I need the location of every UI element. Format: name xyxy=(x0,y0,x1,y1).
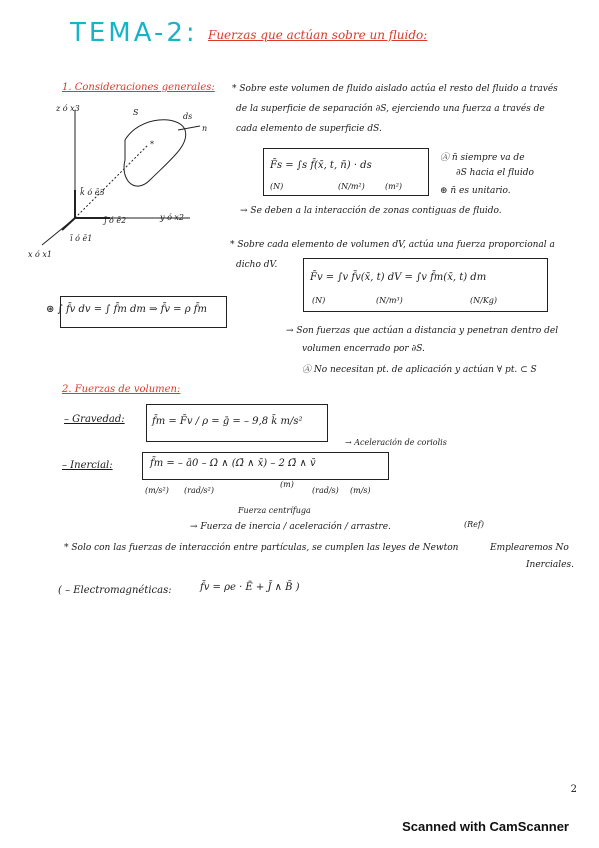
y-axis-label: y ó x2 xyxy=(160,213,185,222)
position-vector xyxy=(75,145,148,218)
unit-fs-n: (N) xyxy=(270,182,284,191)
ds-label: ds xyxy=(183,112,193,121)
gravity-formula: f̄m = F̄v / ρ = ḡ = – 9,8 k̄ m/s² xyxy=(152,416,303,427)
inertial-unit-vel: (m/s) xyxy=(350,486,371,495)
distance-note-line2: volumen encerrado por ∂S. xyxy=(302,344,425,354)
electromagnetic-label: ( – Electromagnéticas: xyxy=(58,585,172,596)
note1-line3: cada elemento de superficie dS. xyxy=(236,124,382,134)
formula-fs: F̄s = ∫s f̄(x̄, t, n̄) · ds xyxy=(270,160,372,171)
i-unit-vector xyxy=(62,218,75,230)
section-1-heading: 1. Consideraciones generales: xyxy=(62,82,215,93)
newton-tail-1: Emplearemos No xyxy=(490,543,569,553)
i-vector-label: ī ó ē1 xyxy=(70,234,93,243)
normal-vector xyxy=(178,126,200,130)
note1-line1: * Sobre este volumen de fluido aislado actúa el resto del fluido a través xyxy=(232,84,558,94)
centrifugal-note: Fuerza centrífuga xyxy=(238,506,311,515)
formula-fv-box xyxy=(303,258,548,312)
unit-fv-mass: (N/Kg) xyxy=(470,296,498,305)
note2-line2: dicho dV. xyxy=(236,260,278,270)
section-2-heading: 2. Fuerzas de volumen: xyxy=(62,384,181,395)
contact-note: → Se deben a la interacción de zonas contiguas de fluido. xyxy=(240,206,502,216)
unit-fs-pressure: (N/m²) xyxy=(338,182,365,191)
newton-tail-2: Inerciales. xyxy=(526,560,574,570)
page-subtitle: Fuerzas que actúan sobre un fluido: xyxy=(208,28,428,42)
page-number: 2 xyxy=(570,784,577,795)
inertial-formula: f̄m = – ā0 – Ω̇ ∧ (Ω̄ ∧ x̄) – 2 Ω̄ ∧ v̄ xyxy=(150,458,316,469)
normal-n-label: n xyxy=(202,124,208,133)
inertial-unit-angular-accel: (rad/s²) xyxy=(184,486,214,495)
coordinate-diagram xyxy=(30,100,210,260)
coriolis-note: → Aceleración de coriolis xyxy=(345,438,447,447)
star-label: * xyxy=(150,140,154,149)
unit-fv-volume: (N/m³) xyxy=(376,296,403,305)
side-note-b: ⊛ n̄ es unitario. xyxy=(440,186,511,196)
gravity-label: – Gravedad: xyxy=(64,414,125,425)
inertial-label: – Inercial: xyxy=(62,460,113,471)
unit-fs-area: (m²) xyxy=(385,182,403,191)
inertial-unit-accel: (m/s²) xyxy=(145,486,169,495)
inertia-note: → Fuerza de inercia / aceleración / arrastre. xyxy=(190,522,391,532)
formula-star: ⊛ ∫ f̄v dv = ∫ f̄m dm ⇒ f̄v = ρ f̄m xyxy=(46,304,207,315)
j-vector-label: j̄ ó ē2 xyxy=(104,216,127,225)
surface-s-label: S xyxy=(133,108,139,117)
side-note-a-line1: Ⓐ n̄ siempre va de xyxy=(440,153,525,163)
newton-line: * Solo con las fuerzas de interacción entre partículas, se cumplen las leyes de Newton xyxy=(64,543,459,553)
z-axis-label: z ó x3 xyxy=(56,104,80,113)
side-note-a-line2: ∂S hacia el fluido xyxy=(456,168,534,178)
newton-annotation: (Ref) xyxy=(464,520,484,529)
x-axis-label: x ó x1 xyxy=(28,250,53,259)
distance-note-line1: → Son fuerzas que actúan a distancia y penetran dentro del xyxy=(286,326,559,336)
inertial-unit-m: (m) xyxy=(280,480,294,489)
note2-line1: * Sobre cada elemento de volumen dV, actúa una fuerza proporcional a xyxy=(230,240,555,250)
k-vector-label: k̄ ó ē3 xyxy=(80,188,105,197)
inertial-unit-angular-vel: (rad/s) xyxy=(312,486,339,495)
page-title: TEMA-2: xyxy=(70,18,198,48)
note1-line2: de la superficie de separación ∂S, ejerciendo una fuerza a través de xyxy=(236,104,545,114)
fluid-volume-shape xyxy=(124,120,186,186)
distance-note-line3: Ⓐ No necesitan pt. de aplicación y actúan ∀ pt. ⊂ S xyxy=(302,365,537,375)
unit-fv-n: (N) xyxy=(312,296,326,305)
formula-fv: F̄v = ∫v f̄v(x̄, t) dV = ∫v f̄m(x̄, t) dm xyxy=(310,272,487,283)
scanner-watermark: Scanned with CamScanner xyxy=(402,819,569,834)
electromagnetic-formula: f̄v = ρe · Ē + J̄ ∧ B̄ ) xyxy=(200,582,300,593)
